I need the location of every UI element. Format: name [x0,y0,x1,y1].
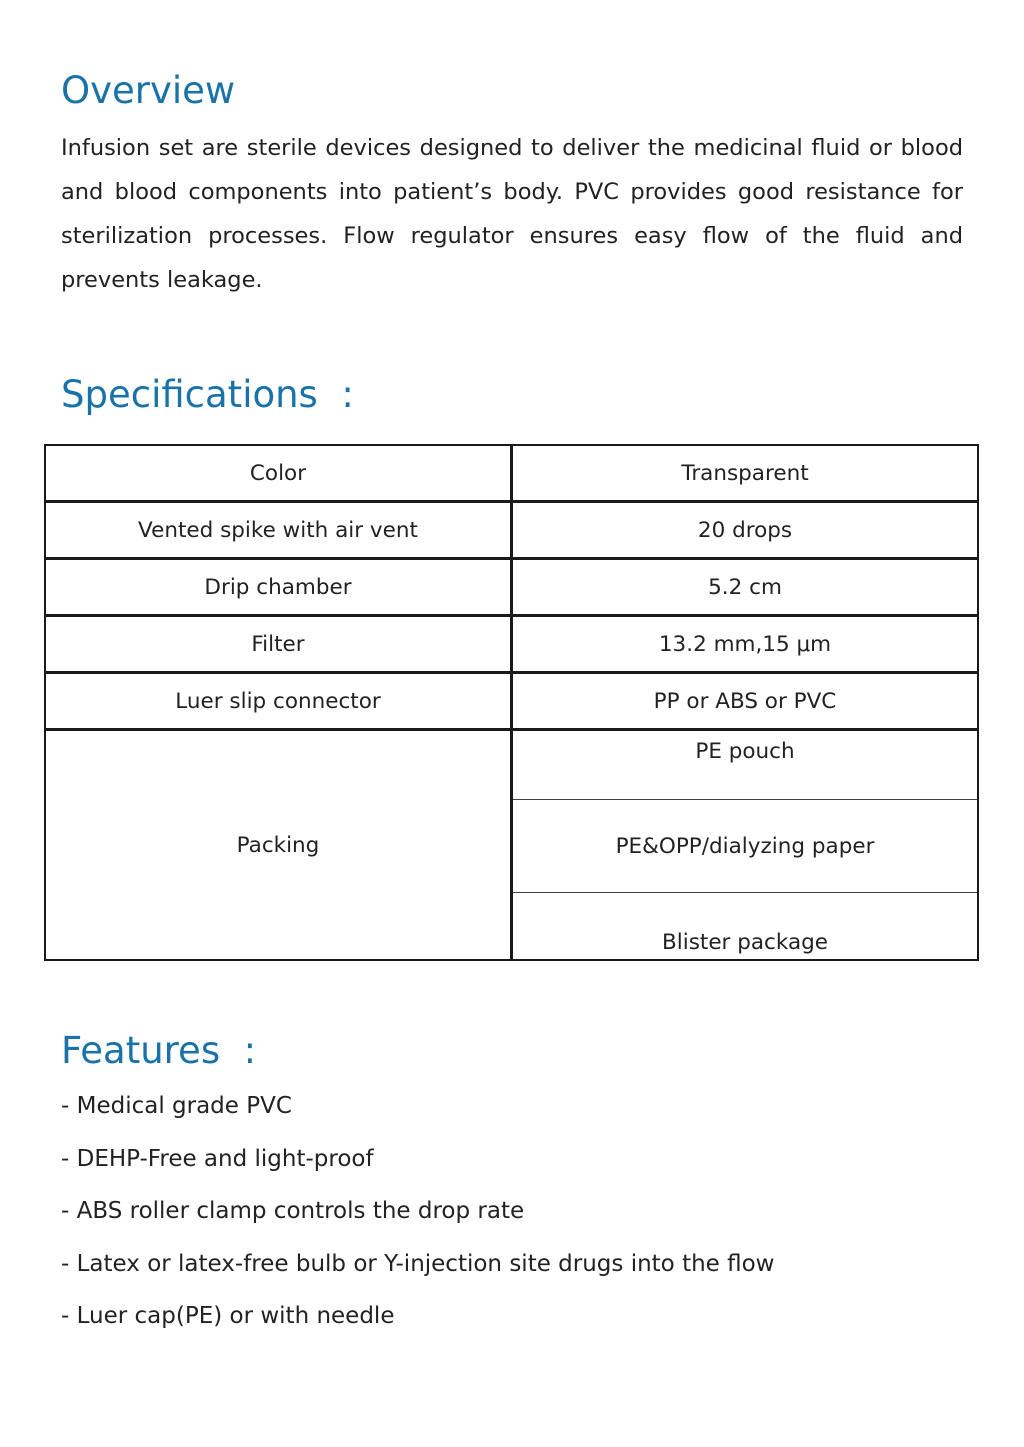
feature-item: - DEHP-Free and light-proof [61,1145,374,1172]
spec-row-filter [45,616,978,673]
spec-label: Filter [45,616,512,673]
spec-row-luer-slip [45,673,978,730]
spec-row-color [45,445,978,502]
spec-value: 5.2 cm [512,559,979,616]
feature-item: - ABS roller clamp controls the drop rate [61,1198,525,1224]
spec-value: Transparent [512,445,979,502]
overview-heading: Overview [61,69,236,112]
feature-item: - Latex or latex-free bulb or Y-injection site drugs into the flow [61,1250,775,1277]
packing-option: Blister package [512,893,979,961]
spec-label: Vented spike with air vent [45,502,512,559]
specifications-heading: Specifications : [61,373,354,416]
spec-label: Drip chamber [45,559,512,616]
spec-value: 20 drops [512,502,979,559]
spec-label-packing: Packing [45,730,512,961]
packing-option: PE&OPP/dialyzing paper [512,800,979,893]
spec-label: Luer slip connector [45,673,512,730]
spec-value: 13.2 mm,15 μm [512,616,979,673]
spec-row-packing [45,730,978,800]
packing-option: PE pouch [512,730,979,800]
features-list [61,1086,775,1349]
features-heading: Features : [61,1029,257,1072]
spec-label: Color [45,445,512,502]
feature-item: - Medical grade PVC [61,1093,292,1119]
feature-item: - Luer cap(PE) or with needle [61,1303,395,1329]
overview-paragraph: Infusion set are sterile devices designed to deliver the medicinal fluid or blood and blood components into patient’s body. PVC provides good resistance for sterilization processes. Flow regulator ensures easy flow of the fluid and prevents leakage. [61,135,963,293]
spec-row-vented-spike [45,502,978,559]
spec-row-drip-chamber [45,559,978,616]
spec-value: PP or ABS or PVC [512,673,979,730]
specifications-table [44,444,979,961]
